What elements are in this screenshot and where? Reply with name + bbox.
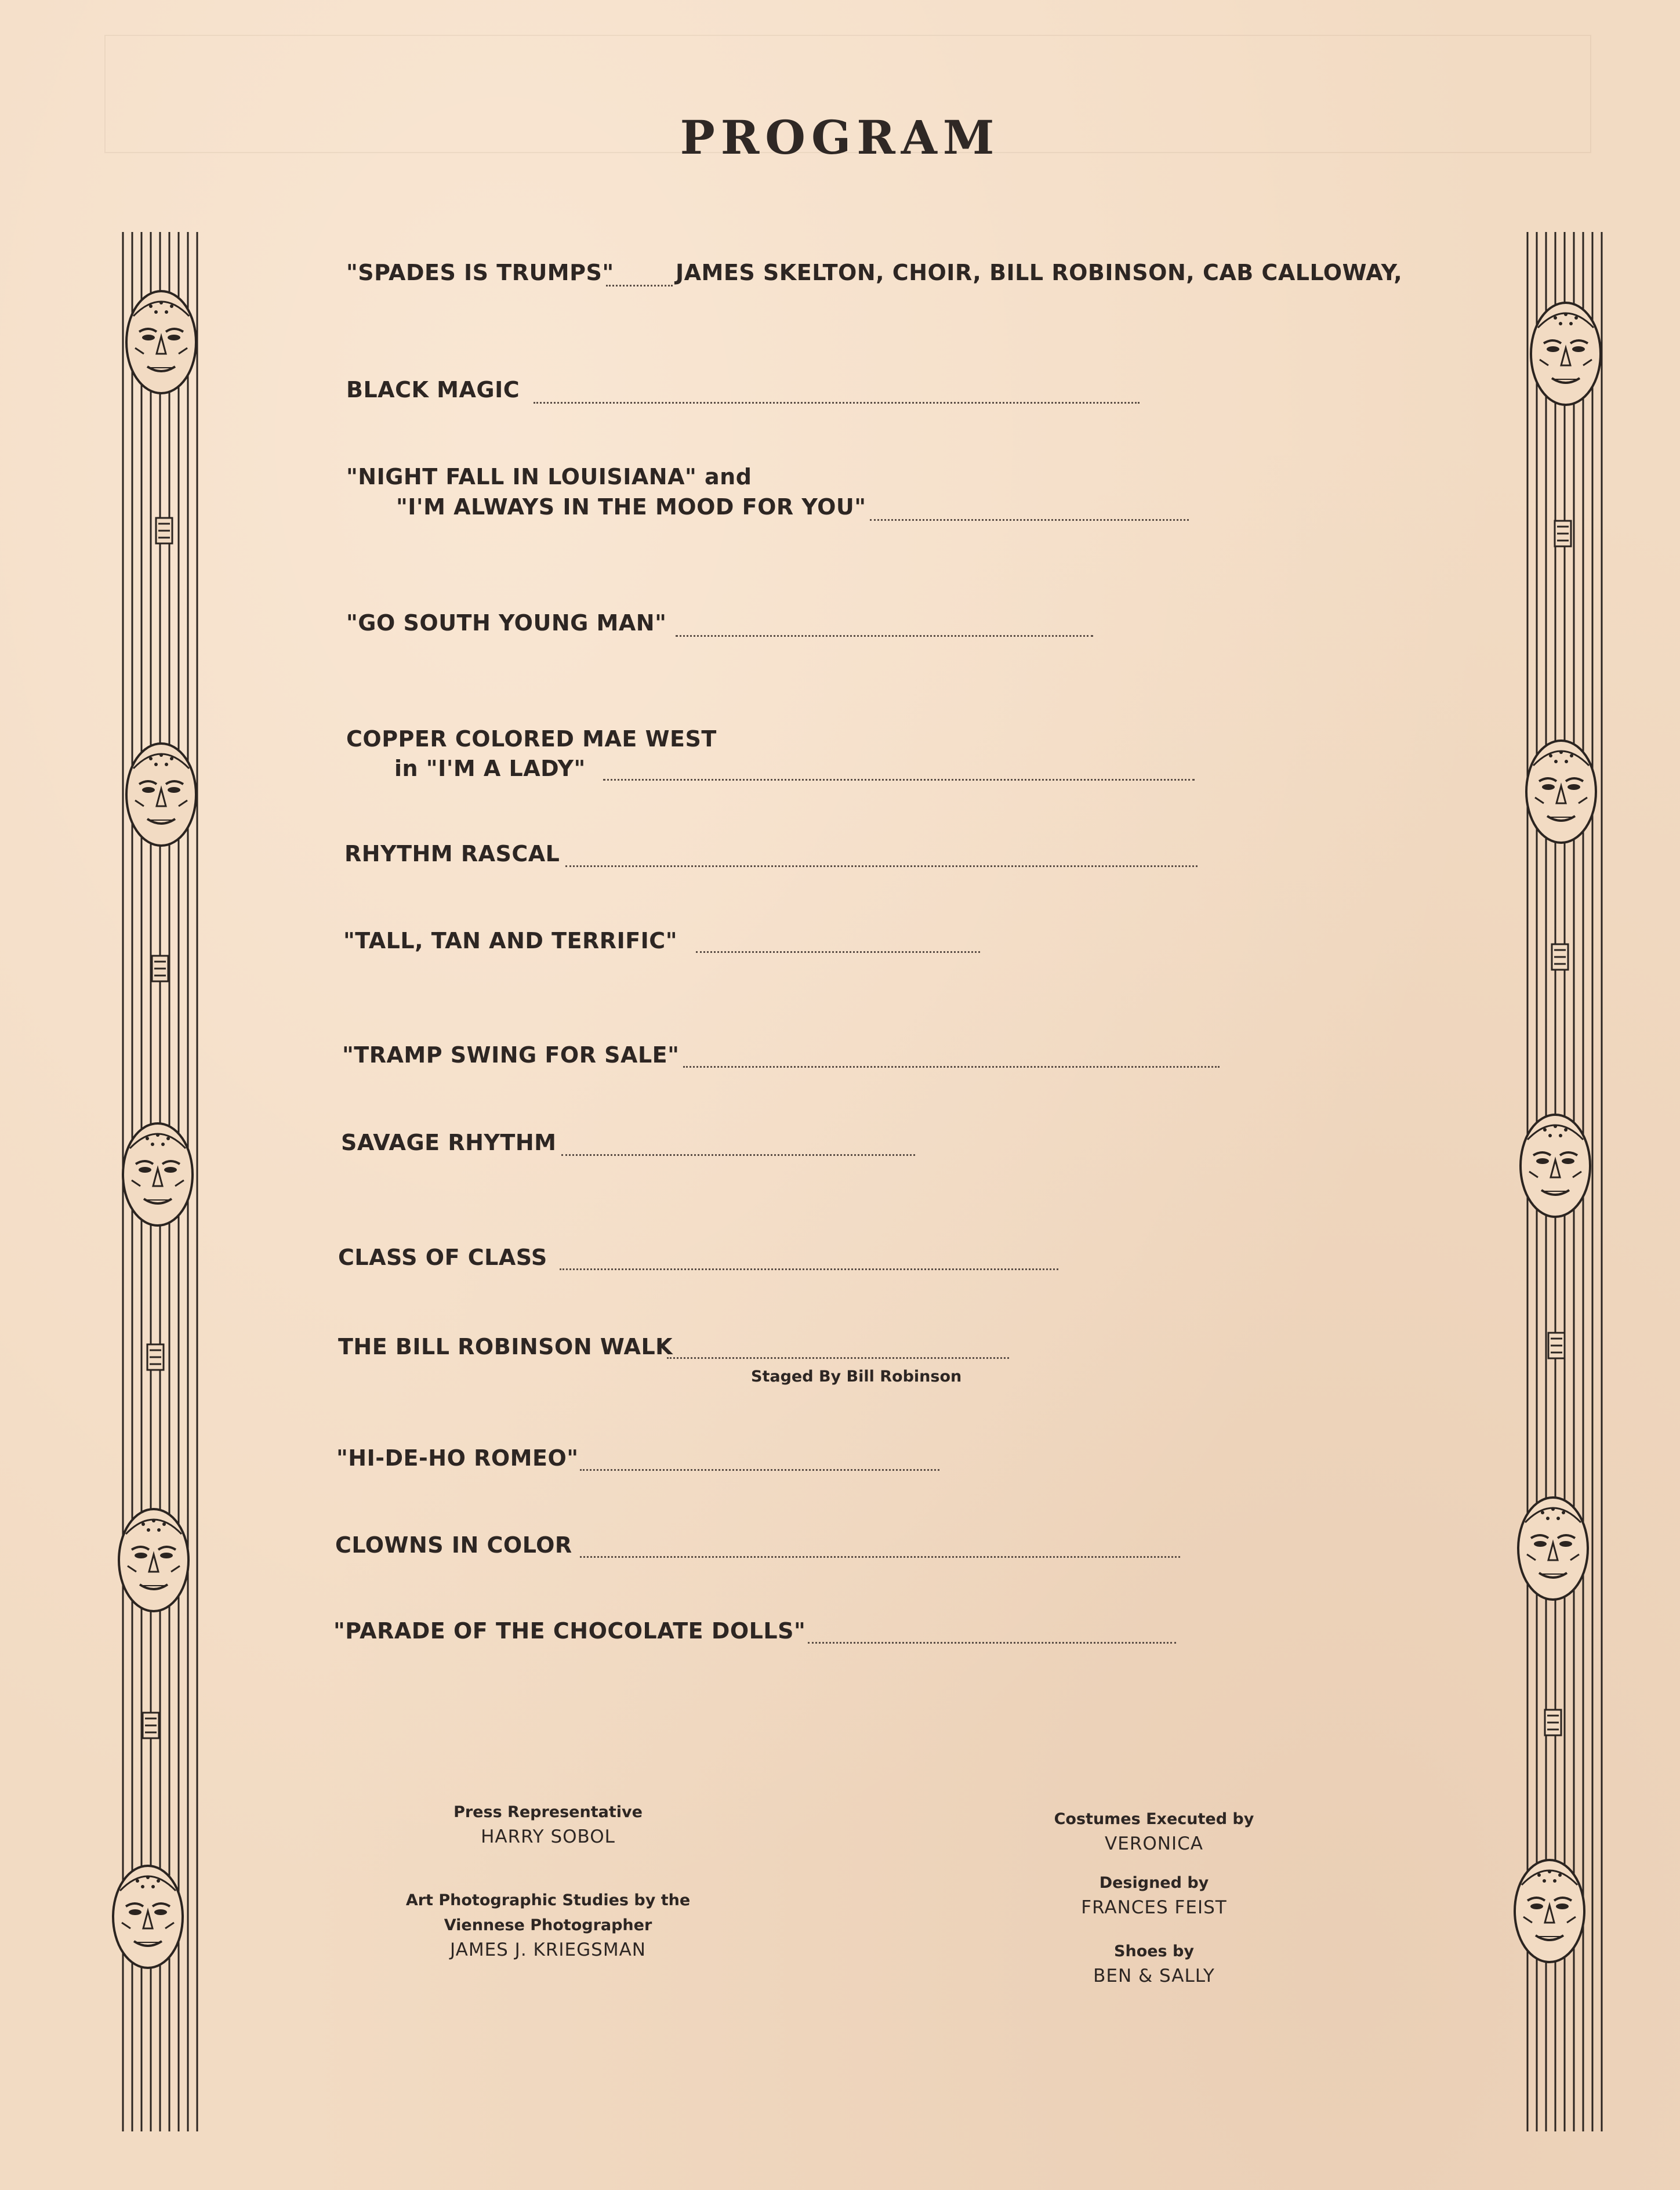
leader-dots bbox=[683, 1066, 1220, 1068]
leader-dots bbox=[696, 951, 980, 953]
act-title: "TALL, TAN AND TERRIFIC" bbox=[343, 928, 677, 953]
leader-dots bbox=[580, 1556, 1180, 1558]
act-title: BLACK MAGIC bbox=[346, 377, 520, 403]
act-title: "NIGHT FALL IN LOUISIANA" and bbox=[346, 464, 752, 490]
act-title: CLOWNS IN COLOR bbox=[335, 1532, 572, 1558]
press-label: Press Representative bbox=[453, 1803, 643, 1821]
costumes-label: Costumes Executed by bbox=[1054, 1810, 1254, 1828]
leader-dots bbox=[534, 402, 1140, 404]
shoes-credit bbox=[1009, 1939, 1299, 1989]
act-title: "SPADES IS TRUMPS" bbox=[346, 260, 614, 285]
performers: JAMES SKELTON, CHOIR, BILL ROBINSON, CAB CALLOWAY, bbox=[676, 260, 1403, 285]
press-name: HARRY SOBOL bbox=[481, 1826, 615, 1847]
shoes-name: BEN & SALLY bbox=[1093, 1966, 1215, 1986]
leader-dots bbox=[560, 1268, 1058, 1270]
leader-dots bbox=[870, 519, 1189, 521]
leader-dots bbox=[606, 285, 673, 287]
act-title: RHYTHM RASCAL bbox=[344, 841, 560, 866]
act-title-cont: in "I'M A LADY" bbox=[394, 756, 586, 781]
designed-name: FRANCES FEIST bbox=[1081, 1897, 1227, 1918]
page-title: PROGRAM bbox=[680, 110, 1000, 165]
act-title: "HI-DE-HO ROMEO" bbox=[336, 1445, 579, 1471]
act-title: CLASS OF CLASS bbox=[338, 1245, 547, 1270]
leader-dots bbox=[667, 1357, 1009, 1359]
leader-dots bbox=[580, 1469, 939, 1471]
act-title: "GO SOUTH YOUNG MAN" bbox=[346, 610, 667, 636]
leader-dots bbox=[603, 779, 1195, 781]
act-title: SAVAGE RHYTHM bbox=[341, 1130, 557, 1155]
designed-credit bbox=[1009, 1870, 1299, 1920]
leader-dots bbox=[676, 635, 1093, 637]
shoes-label: Shoes by bbox=[1114, 1942, 1194, 1960]
leader-dots bbox=[808, 1642, 1176, 1644]
act-title: COPPER COLORED MAE WEST bbox=[346, 726, 717, 752]
designed-label: Designed by bbox=[1099, 1874, 1209, 1892]
photo-credit bbox=[371, 1888, 725, 1963]
right-masks bbox=[1515, 303, 1601, 1962]
costumes-credit bbox=[1009, 1807, 1299, 1857]
act-title: "PARADE OF THE CHOCOLATE DOLLS" bbox=[333, 1618, 806, 1644]
act-title-cont: "I'M ALWAYS IN THE MOOD FOR YOU" bbox=[396, 494, 866, 520]
photo-label-2: Viennese Photographer bbox=[444, 1916, 652, 1934]
photo-name: JAMES J. KRIEGSMAN bbox=[450, 1939, 646, 1960]
photo-label: Art Photographic Studies by the bbox=[405, 1891, 691, 1909]
left-masks bbox=[113, 291, 196, 1968]
press-credit bbox=[394, 1800, 702, 1850]
leader-dots bbox=[561, 1154, 915, 1156]
act-title: "TRAMP SWING FOR SALE" bbox=[342, 1042, 680, 1068]
staging-note: Staged By Bill Robinson bbox=[751, 1368, 962, 1386]
act-title: THE BILL ROBINSON WALK bbox=[338, 1334, 673, 1359]
costumes-name: VERONICA bbox=[1105, 1833, 1203, 1854]
leader-dots bbox=[565, 865, 1198, 867]
